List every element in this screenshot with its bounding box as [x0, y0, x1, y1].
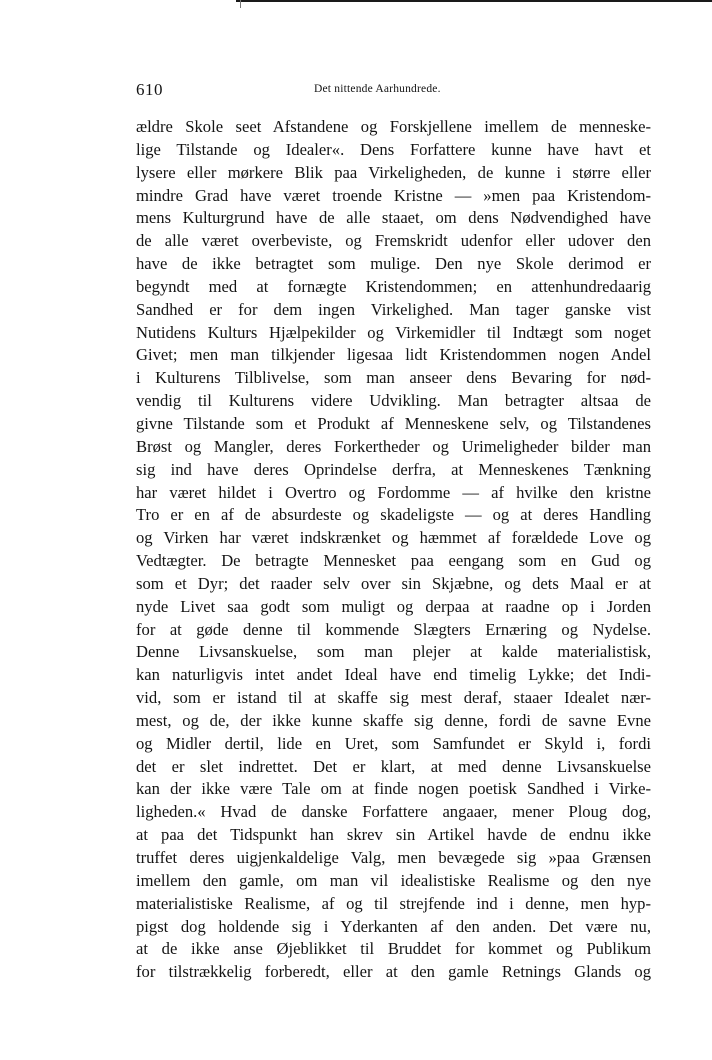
text-line: materialistiske Realisme, af og til strejfende ind i denne, men hyp-	[136, 893, 651, 913]
page-header	[136, 80, 651, 100]
text-line: vendig til Kulturens videre Udvikling. Man betragter altsaa de	[136, 391, 651, 411]
text-line: for tilstrækkelig forberedt, eller at den gamle Retnings Glands og	[136, 962, 651, 982]
text-line: at de ikke anse Øjeblikket til Bruddet for kommet og Publikum	[136, 939, 651, 959]
top-edge-rule	[236, 0, 712, 2]
text-line: ældre Skole seet Afstandene og Forskjellene imellem de menneske-	[136, 117, 651, 136]
text-line: som et Dyr; det raader selv over sin Skjæbne, og dets Maal er at	[136, 573, 651, 593]
text-line: Denne Livsanskuelse, som man plejer at kalde materialistisk,	[136, 642, 651, 662]
text-line: at paa det Tidspunkt han skrev sin Artikel havde de endnu ikke	[136, 825, 651, 845]
text-line: i Kulturens Tilblivelse, som man anseer dens Bevaring for nød-	[136, 368, 651, 388]
text-line: mindre Grad have været troende Kristne — »men paa Kristendom-	[136, 185, 651, 205]
text-line: vid, som er istand til at skaffe sig mest deraf, staaer Idealet nær-	[136, 688, 651, 708]
body-text	[136, 116, 651, 984]
text-line: mest, og de, der ikke kunne skaffe sig denne, fordi de savne Evne	[136, 710, 651, 730]
text-line: ligheden.« Hvad de danske Forfattere angaaer, mener Ploug dog,	[136, 802, 651, 822]
text-line: Vedtægter. De betragte Mennesket paa eengang som en Gud og	[136, 551, 651, 571]
text-line: pigst dog holdende sig i Yderkanten af den anden. Det være nu,	[136, 916, 651, 936]
text-line: nyde Livet saa godt som muligt og derpaa at raadne op i Jorden	[136, 596, 651, 616]
text-line: lysere eller mørkere Blik paa Virkeligheden, de kunne i større eller	[136, 162, 651, 182]
top-edge-tick	[240, 0, 241, 8]
text-line: mens Kulturgrund have de alle staaet, om dens Nødvendighed have	[136, 208, 651, 228]
text-line: lige Tilstande og Idealer«. Dens Forfattere kunne have havt et	[136, 139, 651, 159]
text-line: og Virken har været indskrænket og hæmmet af forældede Love og	[136, 528, 651, 548]
text-line: Brøst og Mangler, deres Forkertheder og Urimeligheder bilder man	[136, 436, 651, 456]
text-line: imellem den gamle, om man vil idealistiske Realisme og den nye	[136, 870, 651, 890]
text-line: det er slet indrettet. Det er klart, at med denne Livsanskuelse	[136, 756, 651, 776]
running-title: Det nittende Aarhundrede.	[314, 83, 441, 95]
text-line: kan der ikke være Tale om at finde nogen poetisk Sandhed i Virke-	[136, 779, 651, 799]
text-line: givne Tilstande som et Produkt af Menneskene selv, og Tilstandenes	[136, 413, 651, 433]
text-line: Tro er en af de absurdeste og skadeligste — og at deres Handling	[136, 505, 651, 525]
text-line: Sandhed er for dem ingen Virkelighed. Man tager ganske vist	[136, 299, 651, 319]
text-line: kan naturligvis intet andet Ideal have end timelig Lykke; det Indi-	[136, 665, 651, 685]
text-line: Nutidens Kulturs Hjælpekilder og Virkemidler til Indtægt som noget	[136, 322, 651, 342]
text-line: begyndt med at fornægte Kristendommen; en attenhundredaarig	[136, 276, 651, 296]
text-line: truffet deres uigjenkaldelige Valg, men bevægede sig »paa Grænsen	[136, 848, 651, 867]
text-line: Givet; men man tilkjender ligesaa lidt Kristendommen nogen Andel	[136, 345, 651, 365]
text-line: for at gøde denne til kommende Slægters Ernæring og Nydelse.	[136, 619, 651, 639]
text-line: de alle været overbeviste, og Fremskridt udenfor eller udover den	[136, 231, 651, 251]
text-line: og Midler dertil, lide en Uret, som Samfundet er Skyld i, fordi	[136, 733, 651, 753]
text-line: sig ind have deres Oprindelse derfra, at Menneskenes Tænkning	[136, 459, 651, 479]
text-line: har været hildet i Overtro og Fordomme — af hvilke den kristne	[136, 482, 651, 502]
text-line: have de ikke betragtet som mulige. Den nye Skole derimod er	[136, 254, 651, 274]
page-number: 610	[136, 80, 163, 99]
